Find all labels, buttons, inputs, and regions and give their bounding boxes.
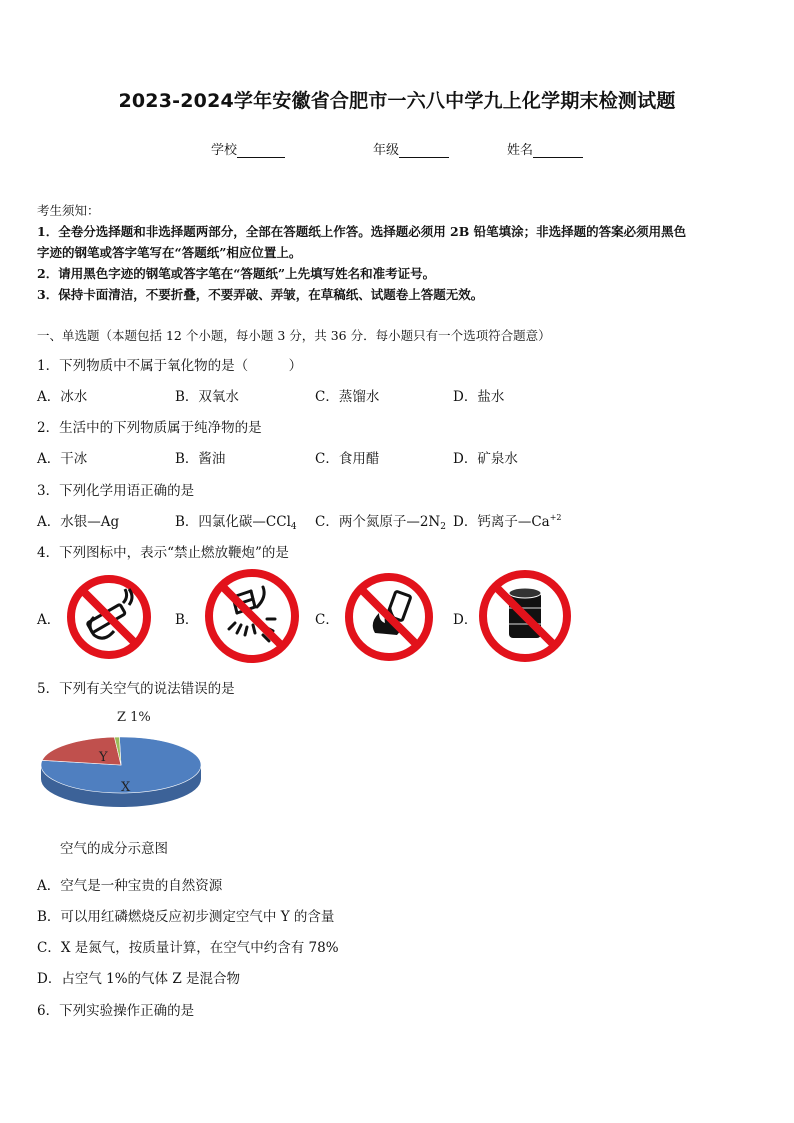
q3-option-b-text: B．四氯化碳—CCl <box>175 514 291 530</box>
grade-blank <box>399 143 449 158</box>
q2-option-a: A．干冰 <box>37 451 88 467</box>
q3-option-b-subscript: 4 <box>290 522 297 532</box>
section-heading: 一、单选题（本题包括 12 个小题，每小题 3 分，共 36 分．每小题只有一个选项符合题意） <box>37 328 551 343</box>
q4-option-d: D． <box>453 612 478 628</box>
question-5-stem: 5．下列有关空气的说法错误的是 <box>37 681 235 697</box>
grade-field <box>373 139 449 158</box>
q1-option-b: B．双氧水 <box>175 389 239 405</box>
page-title: 2023-2024学年安徽省合肥市一六八中学九上化学期末检测试题 <box>118 90 676 112</box>
question-2-stem: 2．生活中的下列物质属于纯净物的是 <box>37 420 262 436</box>
q2-option-d: D．矿泉水 <box>453 451 518 467</box>
notice-item: 字迹的钢笔或答字笔写在“答题纸”相应位置上。 <box>37 245 302 260</box>
q2-option-c: C．食用醋 <box>315 451 380 467</box>
name-blank <box>533 143 583 158</box>
no-firecrackers-sign-icon <box>203 567 301 665</box>
q3-option-a: A．水银—Ag <box>37 514 120 530</box>
question-4-stem: 4．下列图标中，表示“禁止燃放鞭炮”的是 <box>37 545 289 561</box>
pie-label-x: X <box>121 780 131 795</box>
q5-option-b: B．可以用红磷燃烧反应初步测定空气中 Y 的含量 <box>37 909 335 925</box>
school-blank <box>237 143 285 158</box>
question-1-stem: 1．下列物质中不属于氧化物的是（ ） <box>37 358 303 374</box>
q3-option-d-superscript: +2 <box>549 513 562 522</box>
prohibited-barrel-sign-icon <box>477 568 573 664</box>
notice-item: 1．全卷分选择题和非选择题两部分，全部在答题纸上作答。选择题必须用 2B 铅笔填涂；非选择题的答案必须用黑色 <box>37 224 687 239</box>
question-3-stem: 3．下列化学用语正确的是 <box>37 483 195 499</box>
q5-option-c: C．X 是氮气，按质量计算，在空气中约含有 78% <box>37 940 339 956</box>
q5-option-a: A．空气是一种宝贵的自然资源 <box>37 878 223 894</box>
school-label: 学校 <box>211 143 238 158</box>
q3-option-d-text: D．钙离子—Ca <box>453 514 550 530</box>
q1-option-d: D．盐水 <box>453 389 505 405</box>
q4-option-c: C． <box>315 612 339 628</box>
name-field <box>507 139 583 158</box>
grade-label: 年级 <box>373 143 400 158</box>
air-composition-pie-chart <box>35 703 210 833</box>
q5-option-d: D．占空气 1%的气体 Z 是混合物 <box>37 971 240 987</box>
notice-item: 2．请用黑色字迹的钢笔或答字笔在“答题纸”上先填写姓名和准考证号。 <box>37 266 436 281</box>
pie-label-z: Z 1% <box>117 710 151 725</box>
no-open-flame-sign-icon <box>343 571 435 663</box>
q3-option-d <box>453 510 562 530</box>
school-field <box>211 139 285 158</box>
name-label: 姓名 <box>507 143 534 158</box>
q3-option-c-subscript: 2 <box>440 522 446 532</box>
q1-option-c: C．蒸馏水 <box>315 389 380 405</box>
notice-item: 3．保持卡面清洁，不要折叠，不要弄破、弄皱，在草稿纸、试题卷上答题无效。 <box>37 287 484 302</box>
q4-option-a: A． <box>37 612 61 628</box>
pie-slice-y <box>42 737 121 765</box>
q3-option-c-text: C．两个氮原子—2N <box>315 514 441 530</box>
question-6-stem: 6．下列实验操作正确的是 <box>37 1003 195 1019</box>
pie-label-y: Y <box>99 750 108 765</box>
q3-option-c <box>315 510 446 532</box>
q3-option-b <box>175 510 297 532</box>
chart-caption: 空气的成分示意图 <box>60 841 168 857</box>
q2-option-b: B．酱油 <box>175 451 226 467</box>
q1-option-a: A．冰水 <box>37 389 88 405</box>
notice-heading: 考生须知： <box>37 203 100 218</box>
no-smoking-sign-icon <box>65 573 153 661</box>
q4-option-b: B． <box>175 612 199 628</box>
